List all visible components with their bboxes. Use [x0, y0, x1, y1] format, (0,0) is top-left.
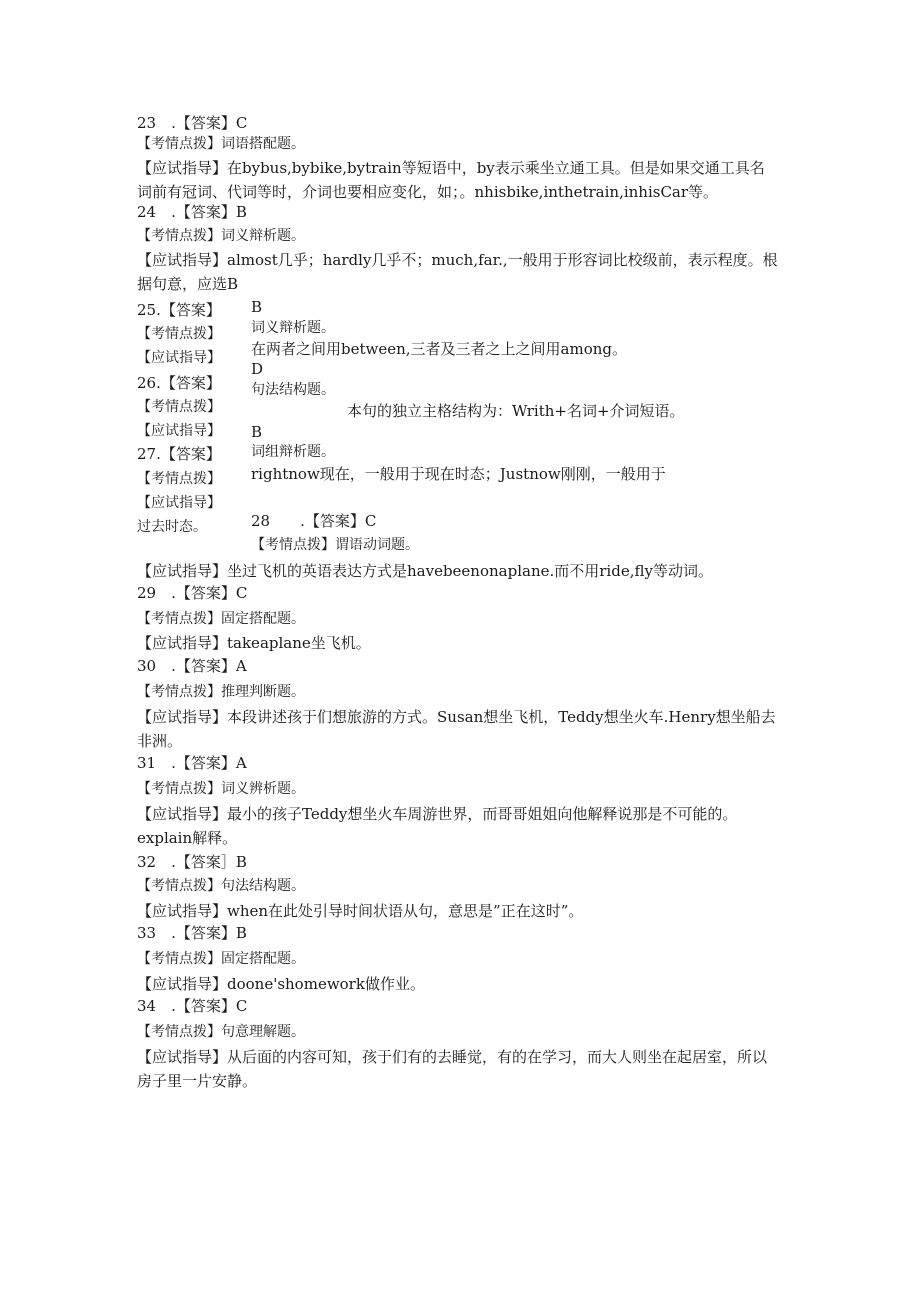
q24-point: 【考情点拨】词义辩析题。 [137, 228, 305, 244]
q26-guide-value: 本句的独立主格结构为：Writh+名词+介词短语。 [347, 402, 685, 420]
q29-answer: 29 .【答案】C [137, 584, 248, 602]
q25-answer-value: B [251, 298, 263, 316]
q25-point-value: 词义辩析题。 [251, 320, 335, 336]
q27-point-label: 【考情点拨】 [137, 471, 221, 487]
q24-guide-line2: 据句意，应选B [137, 275, 239, 293]
q27-answer-label: 27.【答案】 [137, 445, 221, 463]
q31-guide-line1: 【应试指导】最小的孩子Teddy想坐火车周游世界，而哥哥姐姐向他解释说那是不可能的。 [137, 805, 738, 823]
q24-answer: 24 .【答案】B [137, 203, 247, 221]
q25-guide-value: 在两者之间用between,三者及三者之上之间用among。 [251, 340, 627, 358]
q33-point: 【考情点拨】固定搭配题。 [137, 951, 305, 967]
q34-answer: 34 .【答案】C [137, 997, 248, 1015]
q32-point: 【考情点拨】句法结构题。 [137, 878, 305, 894]
q31-point: 【考情点拨】词义辨析题。 [137, 781, 305, 797]
q31-answer: 31 .【答案】A [137, 754, 247, 772]
q31-guide-line2: explain解释。 [137, 829, 238, 847]
q32-answer: 32 .【答案］B [137, 853, 247, 871]
q28-guide: 【应试指导】坐过飞机的英语表达方式是havebeenonaplane.而不用ride,fly等动词。 [137, 562, 713, 580]
q26-point-value: 句法结构题。 [251, 382, 335, 398]
q25-answer-label: 25.【答案】 [137, 301, 221, 319]
q27-answer-value: B [251, 423, 263, 441]
q28-point: 【考情点拨】谓语动词题。 [251, 537, 419, 553]
q26-answer-label: 26.【答案】 [137, 374, 221, 392]
q27-guide-label: 【应试指导】 [137, 495, 221, 511]
q26-answer-value: D [251, 360, 264, 378]
q30-point: 【考情点拨】推理判断题。 [137, 684, 305, 700]
q23-guide-line1: 【应试指导】在bybus,bybike,bytrain等短语中，by表示乘坐立通工具。但是如果交通工具名 [137, 159, 765, 177]
q27-guide-value: rightnow现在，一般用于现在时态；Justnow刚刚，一般用于 [251, 465, 666, 483]
q27-point-value: 词组辩析题。 [251, 444, 335, 460]
q29-point: 【考情点拨】固定搭配题。 [137, 611, 305, 627]
q26-point-label: 【考情点拨】 [137, 399, 221, 415]
q25-guide-label: 【应试指导】 [137, 350, 221, 366]
q29-guide: 【应试指导】takeaplane坐飞机。 [137, 634, 371, 652]
q26-guide-label: 【应试指导】 [137, 423, 221, 439]
q30-answer: 30 .【答案】A [137, 657, 247, 675]
q25-point-label: 【考情点拨】 [137, 326, 221, 342]
q24-guide-line1: 【应试指导】almost几乎；hardly几乎不；much,far.,一般用于形容词比校级前，表示程度。根 [137, 251, 778, 269]
q33-answer: 33 .【答案】B [137, 924, 247, 942]
q27-guide-continuation: 过去时态。 [137, 519, 207, 535]
q28-answer: 28 .【答案】C [251, 512, 377, 530]
q33-guide: 【应试指导】doone'shomework做作业。 [137, 975, 425, 993]
q23-answer: 23 .【答案】C [137, 114, 248, 132]
q32-guide: 【应试指导】when在此处引导时间状语从句，意思是”正在这时”。 [137, 902, 584, 920]
q23-point: 【考情点拨】词语搭配题。 [137, 136, 305, 152]
q30-guide-line2: 非洲。 [137, 732, 183, 750]
q23-guide-line2: 词前有冠词、代词等时，介词也要相应变化，如；。nhisbike,inthetrain,inhisCar等。 [137, 183, 719, 201]
q34-guide-line1: 【应试指导】从后面的内容可知，孩于们有的去睡觉，有的在学习，而大人则坐在起居室，所以 [137, 1048, 768, 1066]
q30-guide-line1: 【应试指导】本段讲述孩于们想旅游的方式。Susan想坐飞机，Teddy想坐火车.Henry想坐船去 [137, 708, 776, 726]
q34-point: 【考情点拨】句意理解题。 [137, 1024, 305, 1040]
q34-guide-line2: 房子里一片安静。 [137, 1072, 258, 1090]
